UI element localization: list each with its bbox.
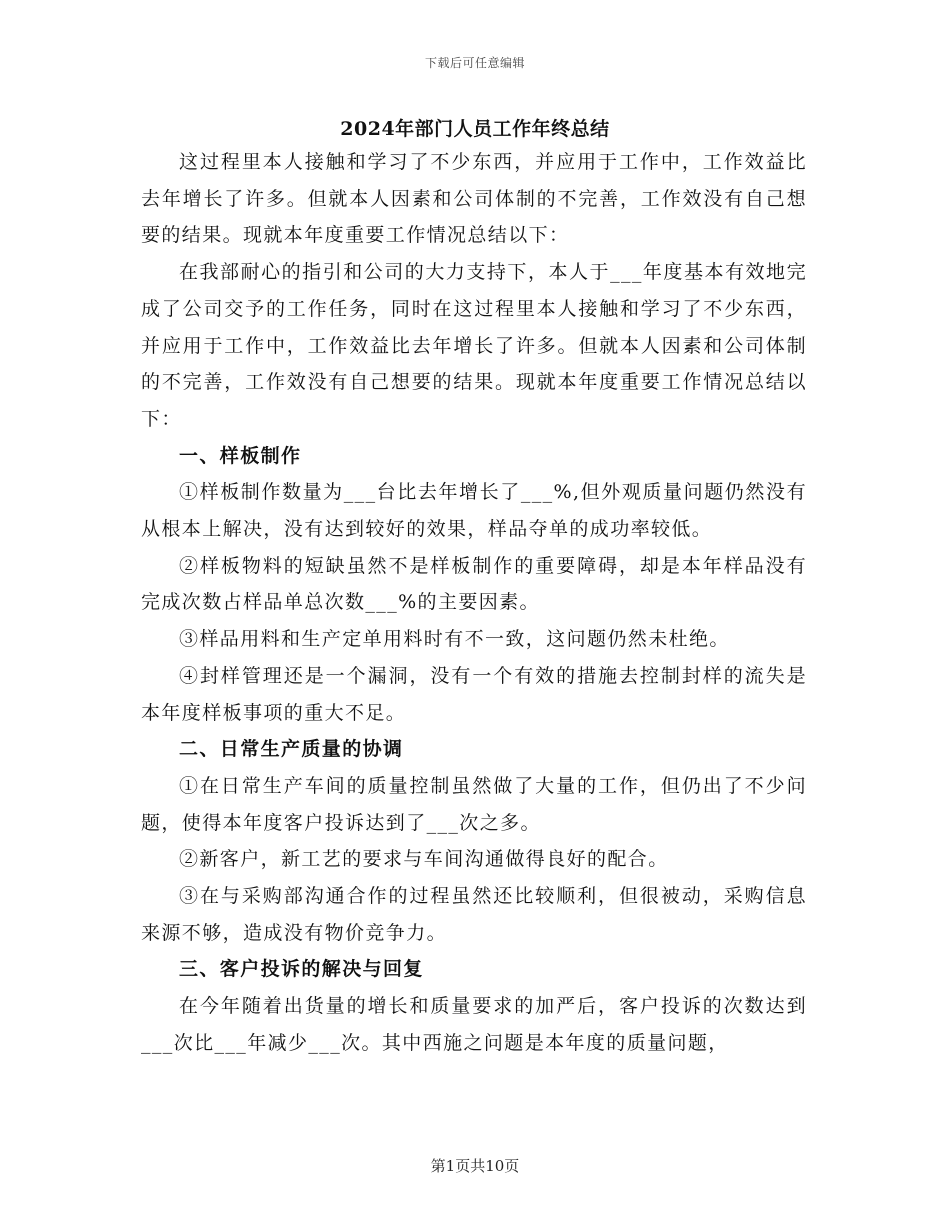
paragraph: ①样板制作数量为___台比去年增长了___%,但外观质量问题仍然没有从根本上解决，没有达到较好的效果，样品夺单的成功率较低。 [141, 481, 807, 541]
section-heading: 三、客户投诉的解决与回复 [179, 958, 424, 981]
document-body [141, 144, 807, 1062]
section-heading: 一、样板制作 [179, 444, 302, 467]
paragraph: ③样品用料和生产定单用料时有不一致，这问题仍然未杜绝。 [179, 628, 730, 651]
paragraph: 这过程里本人接触和学习了不少东西，并应用于工作中，工作效益比去年增长了许多。但就本人因素和公司体制的不完善，工作效没有自己想要的结果。现就本年度重要工作情况总结以下： [141, 151, 807, 247]
page-header: 下载后可任意编辑 [424, 56, 525, 70]
section-heading: 二、日常生产质量的协调 [179, 738, 404, 761]
paragraph: ①在日常生产车间的质量控制虽然做了大量的工作，但仍出了不少问题，使得本年度客户投诉达到了___次之多。 [141, 774, 807, 834]
paragraph: 在我部耐心的指引和公司的大力支持下，本人于___年度基本有效地完成了公司交予的工作任务，同时在这过程里本人接触和学习了不少东西，并应用于工作中，工作效益比去年增长了许多。但就本人因素和公司体制的不完善，工作效没有自己想要的结果。现就本年度重要工作情况总结以下： [141, 261, 807, 430]
paragraph: 在今年随着出货量的增长和质量要求的加严后，客户投诉的次数达到___次比___年减少___次。其中西施之问题是本年度的质量问题， [141, 995, 807, 1054]
document-title: 2024年部门人员工作年终总结 [340, 118, 610, 140]
paragraph: ②样板物料的短缺虽然不是样板制作的重要障碍，却是本年样品没有完成次数占样品单总次数___%的主要因素。 [141, 554, 807, 614]
paragraph: ④封样管理还是一个漏洞，没有一个有效的措施去控制封样的流失是本年度样板事项的重大不足。 [141, 664, 807, 724]
paragraph: ②新客户，新工艺的要求与车间沟通做得良好的配合。 [179, 848, 669, 871]
page-number: 第1页共10页 [430, 1157, 520, 1175]
paragraph: ③在与采购部沟通合作的过程虽然还比较顺利，但很被动，采购信息来源不够，造成没有物价竞争力。 [141, 885, 807, 944]
